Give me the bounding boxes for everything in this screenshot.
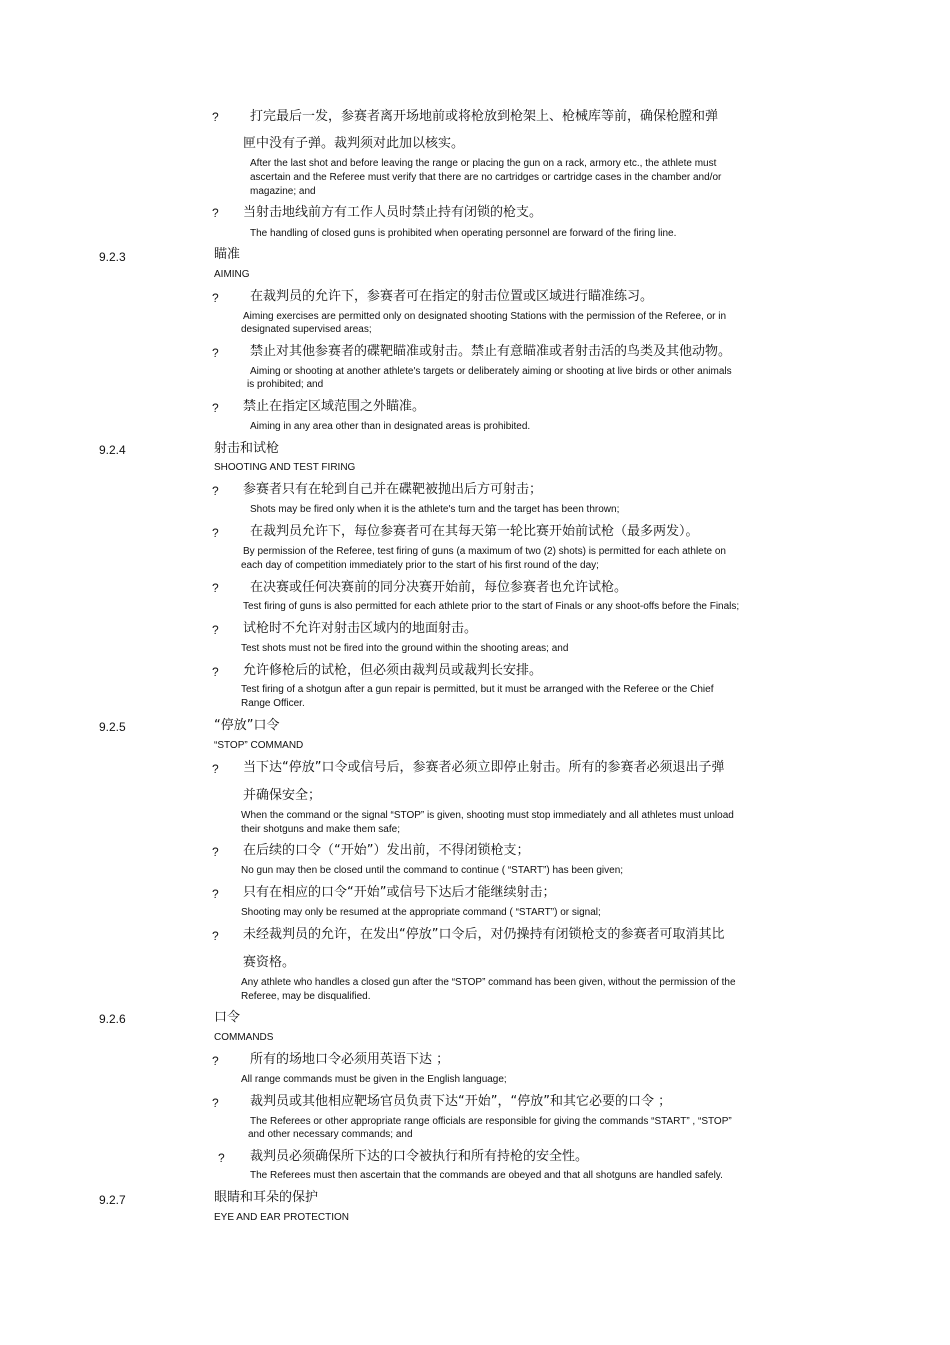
paragraph-en: ascertain and the Referee must verify that there are no cartridges or cartridge cases in the chamber and/or	[250, 172, 722, 183]
paragraph-en: Shooting may only be resumed at the appropriate command ( “START”) or signal;	[241, 907, 601, 918]
bullet-marker: ?	[212, 1096, 219, 1110]
section-title-en: COMMANDS	[214, 1032, 274, 1043]
bullet-marker: ?	[212, 665, 219, 679]
section-title-zh: “停放”口令	[214, 718, 280, 733]
section-title-en: SHOOTING AND TEST FIRING	[214, 462, 356, 473]
paragraph-en: magazine; and	[250, 186, 316, 197]
bullet-marker: ?	[212, 484, 219, 498]
section-number: 9.2.4	[99, 443, 126, 457]
paragraph-zh: 试枪时不允许对射击区域内的地面射击。	[243, 621, 478, 636]
section-title-zh: 射击和试枪	[214, 441, 280, 456]
paragraph-en: No gun may then be closed until the command to continue ( “START”) has been given;	[241, 865, 624, 876]
bullet-marker: ?	[212, 1054, 219, 1068]
bullet-marker: ?	[212, 526, 219, 540]
section-number: 9.2.6	[99, 1012, 126, 1026]
paragraph-en: Any athlete who handles a closed gun after the “STOP” command has been given, without the permission of the	[241, 977, 736, 988]
section-title-en: AIMING	[214, 269, 250, 280]
paragraph-en: Referee, may be disqualified.	[241, 991, 371, 1002]
bullet-marker: ?	[212, 291, 219, 305]
paragraph-zh: 允许修枪后的试枪，但必须由裁判员或裁判长安排。	[243, 663, 543, 678]
paragraph-en: Aiming or shooting at another athlete's targets or deliberately aiming or shooting at live birds or other animals	[250, 366, 732, 377]
paragraph-en: The Referees or other appropriate range officials are responsible for giving the commands “START” , “STOP”	[250, 1116, 732, 1127]
paragraph-en: The handling of closed guns is prohibited when operating personnel are forward of the firing line.	[250, 228, 677, 239]
paragraph-en: By permission of the Referee, test firing of guns (a maximum of two (2) shots) is permitted for each athlete on	[243, 546, 726, 557]
paragraph-en: Aiming exercises are permitted only on designated shooting Stations with the permission of the Referee, or in	[243, 311, 727, 322]
paragraph-zh: 在裁判员允许下，每位参赛者可在其每天第一轮比赛开始前试枪（最多两发）。	[250, 524, 699, 539]
bullet-marker: ?	[212, 581, 219, 595]
paragraph-zh: 裁判员或其他相应靶场官员负责下达“开始”，“停放”和其它必要的口令 ；	[250, 1094, 672, 1109]
paragraph-en: their shotguns and make them safe;	[241, 824, 400, 835]
section-title-zh: 眼睛和耳朵的保护	[214, 1190, 319, 1205]
paragraph-zh: 当下达“停放”口令或信号后，参赛者必须立即停止射击。所有的参赛者必须退出子弹	[243, 760, 725, 775]
paragraph-en: The Referees must then ascertain that the commands are obeyed and that all shotguns are handled safely.	[250, 1170, 723, 1181]
paragraph-zh: 所有的场地口令必须用英语下达 ；	[250, 1052, 450, 1067]
section-title-en: “STOP” COMMAND	[214, 740, 304, 751]
paragraph-en: Test shots must not be fired into the ground within the shooting areas; and	[241, 643, 569, 654]
bullet-marker: ?	[212, 206, 219, 220]
bullet-marker: ?	[212, 346, 219, 360]
paragraph-en: Test firing of a shotgun after a gun repair is permitted, but it must be arranged with the Referee or the Chief	[241, 684, 714, 695]
paragraph-zh: 当射击地线前方有工作人员时禁止持有闭锁的枪支。	[243, 205, 543, 220]
paragraph-zh: 匣中没有子弹。裁判须对此加以核实。	[243, 136, 465, 151]
bullet-marker: ?	[212, 929, 219, 943]
bullet-marker: ?	[212, 845, 219, 859]
paragraph-en: Shots may be fired only when it is the athlete's turn and the target has been thrown;	[250, 504, 620, 515]
paragraph-en: Aiming in any area other than in designated areas is prohibited.	[250, 421, 531, 432]
paragraph-zh: 赛资格。	[243, 955, 296, 970]
paragraph-zh: 禁止对其他参赛者的碟靶瞄准或射击。禁止有意瞄准或者射击活的鸟类及其他动物。	[250, 344, 732, 359]
bullet-marker: ?	[212, 401, 219, 415]
paragraph-zh: 在裁判员的允许下，参赛者可在指定的射击位置或区域进行瞄准练习。	[250, 289, 654, 304]
paragraph-en: All range commands must be given in the English language;	[241, 1074, 507, 1085]
paragraph-en: designated supervised areas;	[241, 324, 372, 335]
section-number: 9.2.5	[99, 720, 126, 734]
paragraph-en: When the command or the signal “STOP” is given, shooting must stop immediately and all athletes must unload	[241, 810, 734, 821]
paragraph-zh: 未经裁判员的允许，在发出“停放”口令后，对仍操持有闭锁枪支的参赛者可取消其比	[243, 927, 725, 942]
paragraph-en: After the last shot and before leaving the range or placing the gun on a rack, armory etc., the athlete must	[250, 158, 717, 169]
paragraph-zh: 禁止在指定区域范围之外瞄准。	[243, 399, 426, 414]
section-title-en: EYE AND EAR PROTECTION	[214, 1212, 350, 1223]
paragraph-en: is prohibited; and	[247, 379, 324, 390]
bullet-marker: ?	[212, 623, 219, 637]
paragraph-en: each day of competition immediately prior to the start of his first round of the day;	[241, 560, 599, 571]
section-title-zh: 瞄准	[214, 247, 241, 262]
paragraph-zh: 打完最后一发，参赛者离开场地前或将枪放到枪架上、枪械库等前，确保枪膛和弹	[250, 109, 719, 124]
bullet-marker: ?	[218, 1151, 225, 1165]
section-title-zh: 口令	[214, 1010, 241, 1025]
section-number: 9.2.7	[99, 1193, 126, 1207]
paragraph-en: and other necessary commands; and	[248, 1129, 413, 1140]
paragraph-zh: 裁判员必须确保所下达的口令被执行和所有持枪的安全性。	[250, 1149, 589, 1164]
bullet-marker: ?	[212, 762, 219, 776]
bullet-marker: ?	[212, 887, 219, 901]
paragraph-zh: 并确保安全；	[243, 788, 322, 803]
paragraph-zh: 在后续的口令（“开始”）发出前，不得闭锁枪支；	[243, 843, 530, 858]
section-number: 9.2.3	[99, 250, 126, 264]
paragraph-zh: 在决赛或任何决赛前的同分决赛开始前，每位参赛者也允许试枪。	[250, 580, 628, 595]
paragraph-zh: 参赛者只有在轮到自己并在碟靶被抛出后方可射击；	[243, 482, 543, 497]
bullet-marker: ?	[212, 110, 219, 124]
paragraph-en: Range Officer.	[241, 698, 305, 709]
paragraph-zh: 只有在相应的口令“开始”或信号下达后才能继续射击；	[243, 885, 556, 900]
paragraph-en: Test firing of guns is also permitted for each athlete prior to the start of Finals or any shoot-offs before the Finals;	[243, 601, 740, 612]
